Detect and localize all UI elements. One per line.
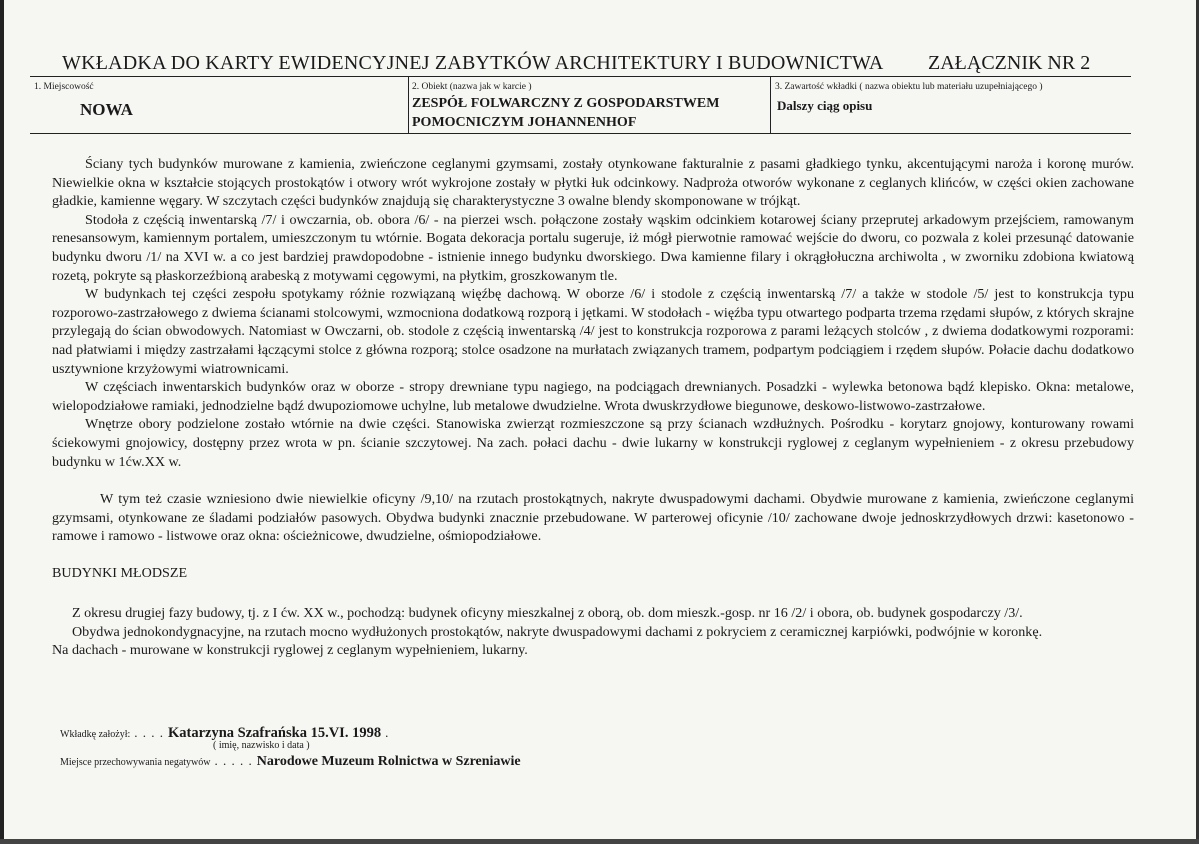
author-caption: ( imię, nazwisko i data ) — [213, 740, 310, 751]
paragraph: Wnętrze obory podzielone zostało wtórnie na dwie części. Stanowiska zwierząt rozmieszczone są przy ścianach wzdłużnych. Pośrodku - korytarz gnojowy, konturowany rowami ściekowymi gnojowicy, dostępny przez wrota w pn. ścianie szczytowej. Na zach. połaci dachu - dwie lukarny w konstrukcji ryglowej z ceglanym wypełnieniem - z okresu przebudowy budynku w 1ćw.XX w. — [52, 416, 1134, 470]
paragraph: W częściach inwentarskich budynków oraz w oborze - stropy drewniane typu nagiego, na podciągach drewnianych. Posadzki - wylewka betonowa bądź klepisko. Okna: metalowe, wielopodziałowe ramiaki, jednodzielne bądź dwupoziomowe uchylne, lub metalowe dwudzielne. Wrota dwuskrzydłowe biegunowe, deskowo-listwowo-zastrzałowe. — [52, 379, 1134, 414]
field-object-label: 2. Obiekt (nazwa jak w karcie ) — [412, 82, 532, 92]
header-fields-table — [30, 76, 1131, 134]
scan-edge-left — [0, 0, 4, 844]
field-locality-label: 1. Miejscowość — [34, 82, 94, 92]
author-label: Wkładkę założył: — [60, 729, 131, 740]
field-locality — [30, 77, 408, 133]
scan-edge-bottom — [0, 839, 1199, 844]
paragraph: Z okresu drugiej fazy budowy, tj. z I ćw. XX w., pochodzą: budynek oficyny mieszkalnej z oborą, ob. dom mieszk.-gosp. nr 16 /2/ i obora, ob. budynek gospodarczy /3/. — [72, 605, 1023, 621]
paragraph: W budynkach tej części zespołu spotykamy różnie rozwiązaną więźbę dachową. W oborze /6/ i stodole z częścią inwentarską /7/ a także w stodole /5/ jest to konstrukcja typu rozporowo-zastrzałowego z dwiema ścianami stolcowymi, wzmocniona dodatkową rozporą i jętkami. W stodołach - więźba typu otwartego podparta trzema rzędami słupów, z których skrajne przylegają do ścian obwodowych. Natomiast w Owczarni, ob. stodole z częścią inwentarską /4/ jest to konstrukcja rozporowa z parami leżących stolców , z dwiema dodatkowymi rozporami: nad płatwiami i między zastrzałami łączącymi stolce z główna rozporą; stolce osadzone na murłatach związanych tramem, podpartym podciągiem i rzędem słupów. Połacie dachu dodatkowo usztywnione krzyżowymi wiatrownicami. — [52, 286, 1134, 377]
field-object-value-line2: POMOCNICZYM JOHANNENHOF — [412, 115, 637, 130]
field-object-value-line1: ZESPÓŁ FOLWARCZNY Z GOSPODARSTWEM — [412, 96, 720, 111]
storage-label: Miejsce przechowywania negatywów — [60, 757, 211, 768]
storage-row — [60, 752, 521, 770]
description-section-2 — [52, 490, 1134, 546]
paragraph: W tym też czasie wzniesiono dwie niewielkie oficyny /9,10/ na rzutach prostokątnych, nakryte dwuspadowymi dachami. Obydwie murowane z kamienia, zwieńczone ceglanymi gzymsami, otynkowane ze śladami podziałów pasowych. Obydwa budynki znacznie przebudowane. W parterowej oficynie /10/ zachowane dwoje jednoskrzydłowych drzwi: kasetonowo -ramowe i ramowo - listwowe oraz okna: ościeżnicowe, dwudzielne, ośmiopodziałowe. — [52, 491, 1134, 545]
author-value: Katarzyna Szafrańska 15.VI. 1998 — [168, 725, 382, 741]
paragraph: Stodoła z częścią inwentarską /7/ i owczarnia, ob. obora /6/ - na pierzei wsch. połączone zostały wąskim odcinkiem kotarowej ściany przeprutej arkadowym przejściem, ramowanym renesansowym, kamiennym portalem, umieszczonym tu wtórnie. Bogata dekoracja portalu sugeruje, iż mógł pierwotnie ramować wejście do dworu, co pozwala z kolei przesunąć datowanie budynku dworu /1/ na XVI w. a co jest bardziej prawdopodobne - istnienie innego budynku dworskiego. Dwa kamienne filary i okrągłołuczna archiwolta , w zworniku zdobiona kwiatową rozetą, pokryte są płaskorzeźbioną arabeską z motywami cęgowymi, na płytkim, groszkowanym tle. — [52, 211, 1134, 284]
description-section-1 — [52, 155, 1134, 471]
field-object-value — [412, 94, 719, 132]
section-heading-younger-buildings: BUDYNKI MŁODSZE — [52, 565, 188, 581]
document-title: WKŁADKA DO KARTY EWIDENCYJNEJ ZABYTKÓW ARCHITEKTURY I BUDOWNICTWA — [62, 52, 884, 74]
author-dots: . . . . — [134, 725, 164, 740]
field-locality-value: NOWA — [80, 100, 133, 119]
description-section-3 — [52, 604, 1134, 660]
field-contents — [770, 77, 1131, 133]
field-object — [408, 77, 770, 133]
annex-number: ZAŁĄCZNIK NR 2 — [928, 52, 1091, 74]
paragraph: Na dachach - murowane w konstrukcji ryglowej z ceglanym wypełnieniem, lukarny. — [52, 642, 528, 659]
paragraph: Ściany tych budynków murowane z kamienia, zwieńczone ceglanymi gzymsami, zostały otynkowane fakturalnie z pasami gładkiego tynku, akcentującymi naroża i koronę murów. Niewielkie okna w kształcie stojących prostokątów i otwory wrót wykrojone zostały w płytki łuk odcinkowy. Nadproża otworów wykonane z ceglanych klińców, w części okien zachowane gładkie, kamienne węgary. W szczytach części budynków znajdują się charakterystyczne 3 owalne blendy skomponowane w trójkąt. — [52, 156, 1134, 210]
storage-dots: . . . . . — [214, 753, 253, 768]
author-trailing: . — [385, 725, 390, 740]
storage-value: Narodowe Muzeum Rolnictwa w Szreniawie — [256, 754, 521, 769]
field-contents-value: Dalszy ciąg opisu — [777, 98, 873, 113]
field-contents-label: 3. Zawartość wkładki ( nazwa obiektu lub materiału uzupełniającego ) — [775, 82, 1043, 92]
paragraph: Obydwa jednokondygnacyjne, na rzutach mocno wydłużonych prostokątów, nakryte dwuspadowymi dachami z pokryciem z ceramicznej karpiówki, podwójnie w koronkę. — [72, 623, 1043, 640]
